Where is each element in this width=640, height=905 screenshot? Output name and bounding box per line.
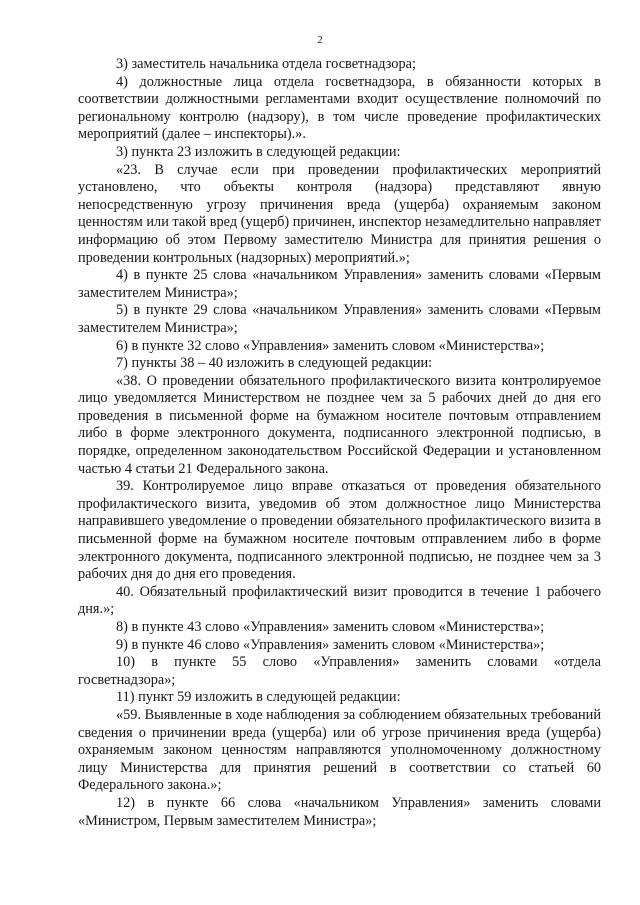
- paragraph-amend-points-38-40: 7) пункты 38 – 40 изложить в следующей редакции:: [116, 355, 433, 372]
- paragraph-point-23-text: «23. В случае если при проведении профилактических мероприятий установлено, что объекты контроля (надзора) представляют явную непосредственную угрозу причинения вреда (ущерба) охраняемым законом ценностям или такой вред (ущерб) причинен, инспектор незамедлительно направляет информацию об этом Первому заместителю Министра для принятия решения о проведении контрольных (надзорных) мероприятий.»;: [78, 161, 601, 266]
- paragraph-point-40-text: 40. Обязательный профилактический визит проводится в течение 1 рабочего дня.»;: [78, 583, 601, 618]
- paragraph-amend-point-32: 6) в пункте 32 слово «Управления» заменить словом «Министерства»;: [116, 337, 545, 354]
- paragraph-amend-point-55: 10) в пункте 55 слово «Управления» заменить словами «отдела госветнадзора»;: [78, 654, 601, 688]
- paragraph-amend-point-43: 8) в пункте 43 слово «Управления» заменить словом «Министерства»;: [116, 619, 545, 635]
- paragraph-point-59-text: «59. Выявленные в ходе наблюдения за соблюдением обязательных требований сведения о причинении вреда (ущерба) или об угрозе причинения вреда (ущерба) охраняемым законом ценностям направляются уполномоченному должностному лицу Министерства для принятия решений в соответствии со статьей 60 Федерального закона.»;: [78, 706, 601, 794]
- paragraph-amend-point-25: 4) в пункте 25 слова «начальником Управления» заменить словами «Первым заместителем Министра»;: [78, 267, 601, 301]
- paragraph-amend-point-46: 9) в пункте 46 слово «Управления» заменить словом «Министерства»;: [116, 636, 545, 653]
- paragraph-amend-point-66: 12) в пункте 66 слова «начальником Управления» заменить словами «Министром, Первым заместителем Министра»;: [78, 794, 601, 829]
- page-number: 2: [317, 34, 323, 46]
- paragraph-item-4-officials: 4) должностные лица отдела госветнадзора, в обязанности которых в соответствии должностными регламентами входит осуществление полномочий по региональному контролю (надзору), в том числе проведение профилактических мероприятий (далее – инспекторы).».: [78, 73, 601, 143]
- paragraph-amend-point-29: 5) в пункте 29 слова «начальником Управления» заменить словами «Первым заместителем Министра»;: [78, 302, 601, 336]
- paragraph-amend-point-23: 3) пункта 23 изложить в следующей редакции:: [116, 143, 401, 160]
- paragraph-amend-point-59: 11) пункт 59 изложить в следующей редакции:: [116, 689, 401, 706]
- paragraph-item-3-deputy-head: 3) заместитель начальника отдела госветнадзора;: [116, 56, 416, 72]
- document-body: [78, 56, 601, 830]
- paragraph-point-38-text: «38. О проведении обязательного профилактического визита контролируемое лицо уведомляется Министерством не позднее чем за 5 рабочих дней до дня его проведения в письменной форме на бумажном носителе почтовым отправлением либо в форме электронного документа, подписанного электронной подписью, в порядке, определенном законодательством Российской Федерации и установленном частью 4 статьи 21 Федерального закона.: [78, 372, 601, 477]
- paragraph-point-39-text: 39. Контролируемое лицо вправе отказаться от проведения обязательного профилактического визита, уведомив об этом должностное лицо Министерства направившего уведомление о проведении обязательного профилактического визита в письменной форме на бумажном носителе почтовым отправлением либо в форме электронного документа, подписанного электронной подписью, не позднее чем за 3 рабочих дня до дня его проведения.: [78, 478, 601, 583]
